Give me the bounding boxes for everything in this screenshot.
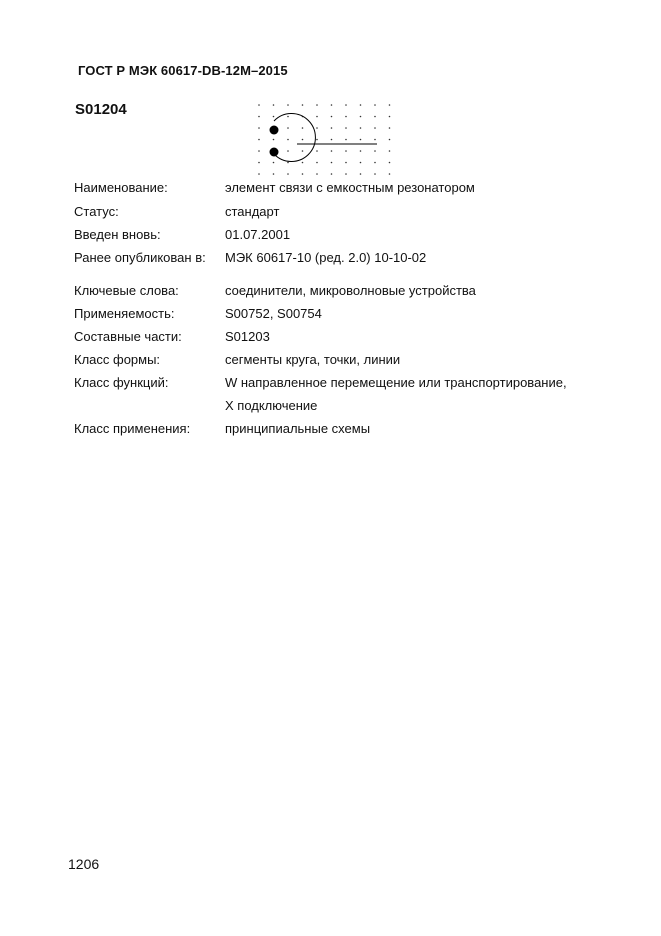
grid-dot — [360, 173, 362, 175]
grid-dot — [360, 127, 362, 129]
terminal-dot-lower — [270, 148, 279, 157]
grid-dot — [273, 139, 275, 141]
grid-dot — [360, 116, 362, 118]
grid-dot — [287, 127, 289, 129]
grid-dot — [345, 127, 347, 129]
grid-dot — [389, 104, 391, 106]
status-label: Статус: — [74, 204, 119, 219]
grid-dot — [302, 162, 304, 164]
grid-dot — [287, 162, 289, 164]
grid-dot — [389, 173, 391, 175]
grid-dot — [389, 150, 391, 152]
published-value: МЭК 60617-10 (ред. 2.0) 10-10-02 — [225, 250, 427, 265]
components-value: S01203 — [225, 329, 270, 344]
grid-dot — [302, 127, 304, 129]
grid-dot — [273, 104, 275, 106]
grid-dot — [258, 162, 260, 164]
grid-dot — [316, 104, 318, 106]
grid-dot — [316, 162, 318, 164]
function-class-value-line2: X подключение — [225, 398, 318, 413]
grid-dot — [360, 150, 362, 152]
function-class-value-line1: W направленное перемещение или транспортирование, — [225, 375, 567, 390]
grid-dot — [273, 162, 275, 164]
grid-dot — [302, 150, 304, 152]
grid-dot — [331, 139, 333, 141]
grid-dot — [258, 173, 260, 175]
grid-dot — [374, 162, 376, 164]
terminal-dot-upper — [270, 126, 279, 135]
grid-dot — [360, 139, 362, 141]
grid-dot — [374, 127, 376, 129]
grid-dot — [374, 116, 376, 118]
name-value: элемент связи с емкостным резонатором — [225, 180, 475, 195]
grid-dot — [331, 127, 333, 129]
grid-dot — [331, 104, 333, 106]
grid-dot — [331, 116, 333, 118]
introduced-value: 01.07.2001 — [225, 227, 291, 242]
grid-dot — [258, 127, 260, 129]
resonator-arc — [274, 114, 315, 162]
grid-dot — [345, 104, 347, 106]
grid-dot — [287, 150, 289, 152]
applicability-label: Применяемость: — [74, 306, 175, 321]
grid-dot — [316, 173, 318, 175]
grid-dot — [302, 139, 304, 141]
application-class-label: Класс применения: — [74, 421, 191, 436]
grid-dot — [287, 173, 289, 175]
grid-dot — [389, 139, 391, 141]
grid-dot — [287, 139, 289, 141]
grid-dot — [258, 150, 260, 152]
grid-dot — [360, 104, 362, 106]
status-value: стандарт — [225, 204, 280, 219]
grid-dot — [345, 162, 347, 164]
page-number: 1206 — [68, 856, 100, 872]
grid-dot — [389, 162, 391, 164]
applicability-value: S00752, S00754 — [225, 306, 322, 321]
grid-dot — [345, 173, 347, 175]
grid-dot — [273, 173, 275, 175]
grid-dot — [302, 173, 304, 175]
grid-dot — [316, 150, 318, 152]
grid-dot — [273, 116, 275, 118]
grid-dot — [345, 139, 347, 141]
grid-dot — [331, 162, 333, 164]
grid-dot — [374, 139, 376, 141]
grid-dot — [374, 150, 376, 152]
application-class-value: принципиальные схемы — [225, 421, 371, 436]
grid-dot — [316, 116, 318, 118]
grid-dot — [316, 139, 318, 141]
grid-dot — [331, 150, 333, 152]
introduced-label: Введен вновь: — [74, 227, 161, 242]
grid-dot — [360, 162, 362, 164]
name-label: Наименование: — [74, 180, 168, 195]
shape-class-value: сегменты круга, точки, линии — [225, 352, 401, 367]
grid-dot — [331, 173, 333, 175]
grid-dot — [258, 139, 260, 141]
grid-dot — [374, 104, 376, 106]
grid-dot — [258, 116, 260, 118]
symbol-code: S01204 — [75, 101, 127, 118]
symbol-figure — [252, 98, 397, 180]
grid-dot — [287, 116, 289, 118]
grid-dot — [287, 104, 289, 106]
grid-dot — [389, 116, 391, 118]
grid-dot — [374, 173, 376, 175]
grid-dot — [302, 104, 304, 106]
published-label: Ранее опубликован в: — [74, 250, 206, 265]
grid-dot — [345, 116, 347, 118]
components-label: Составные части: — [74, 329, 182, 344]
keywords-label: Ключевые слова: — [74, 283, 179, 298]
keywords-value: соединители, микроволновые устройства — [225, 283, 476, 298]
document-header: ГОСТ Р МЭК 60617-DB-12M–2015 — [78, 63, 288, 78]
function-class-label: Класс функций: — [74, 375, 169, 390]
grid-dot — [389, 127, 391, 129]
grid-dot — [258, 104, 260, 106]
grid-dot — [316, 127, 318, 129]
grid-dot — [345, 150, 347, 152]
grid-dots — [258, 104, 390, 175]
shape-class-label: Класс формы: — [74, 352, 161, 367]
